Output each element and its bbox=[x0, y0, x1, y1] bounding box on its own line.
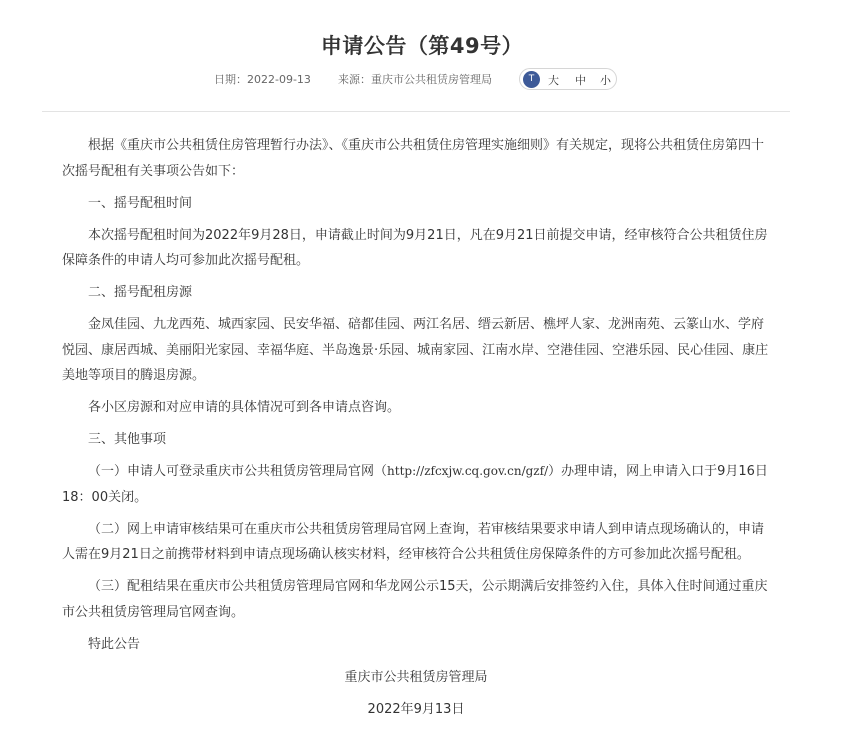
page-title: 申请公告（第49号） bbox=[320, 34, 524, 58]
font-size-small-button[interactable]: 小 bbox=[600, 74, 611, 87]
section1-heading: 一、摇号配租时间 bbox=[88, 195, 193, 211]
font-size-medium-button[interactable]: 中 bbox=[575, 74, 586, 87]
article-meta bbox=[0, 68, 844, 90]
sign-date: 2022年9月13日 bbox=[367, 702, 465, 717]
font-size-large-button[interactable]: 大 bbox=[548, 74, 559, 87]
section3-heading: 三、其他事项 bbox=[88, 432, 167, 447]
item2-paragraph: （二）网上申请审核结果可在重庆市公共租赁房管理局官网上查询，若审核结果要求申请人到申请点现场确认的，申请人需在9月21日之前携带材料到申请点现场确认核实材料，经审核符合公共租赁住房保障条件的方可参加此次摇号配租。 bbox=[62, 521, 765, 562]
section2-paragraph: 金凤佳园、九龙西苑、城西家园、民安华福、碚都佳园、两江名居、缙云新居、樵坪人家、龙洲南苑、云篆山水、学府悦园、康居西城、美丽阳光家园、幸福华庭、半岛逸景·乐园、城南家园、江南水岸、空港佳园、空港乐园、民心佳园、康庄美地等项目的腾退房源。 bbox=[62, 317, 769, 383]
section2-heading: 二、摇号配租房源 bbox=[88, 285, 193, 300]
signature: 重庆市公共租赁房管理局 bbox=[344, 670, 488, 685]
font-size-icon: T bbox=[523, 71, 540, 88]
section1-paragraph: 本次摇号配租时间为2022年9月28日，申请截止时间为9月21日，凡在9月21日前提交申请，经审核符合公共租赁住房保障条件的申请人均可参加此次摇号配租。 bbox=[62, 227, 768, 268]
item1-paragraph bbox=[62, 459, 770, 510]
closing-text: 特此公告 bbox=[88, 636, 141, 652]
header-divider bbox=[42, 111, 790, 112]
publish-source: 来源：重庆市公共租赁房管理局 bbox=[338, 73, 492, 86]
official-site-link[interactable]: http://zfcxjw.cq.gov.cn/gzf/ bbox=[387, 464, 549, 478]
section2-note: 各小区房源和对应申请的具体情况可到各申请点咨询。 bbox=[88, 400, 401, 415]
item1-text-after: ）办理申请，网上申请入口于9月16日18：00关闭。 bbox=[62, 464, 768, 505]
item1-text-before: （一）申请人可登录重庆市公共租赁房管理局官网（ bbox=[88, 464, 388, 479]
intro-paragraph: 根据《重庆市公共租赁住房管理暂行办法》、《重庆市公共租赁住房管理实施细则》有关规定，现将公共租赁住房第四十次摇号配租有关事项公告如下： bbox=[62, 138, 765, 179]
publish-date: 日期：2022-09-13 bbox=[214, 73, 311, 86]
item3-paragraph: （三）配租结果在重庆市公共租赁房管理局官网和华龙网公示15天，公示期满后安排签约入住，具体入住时间通过重庆市公共租赁房管理局官网查询。 bbox=[62, 579, 768, 620]
font-size-control bbox=[519, 68, 617, 90]
article-body bbox=[62, 133, 770, 729]
